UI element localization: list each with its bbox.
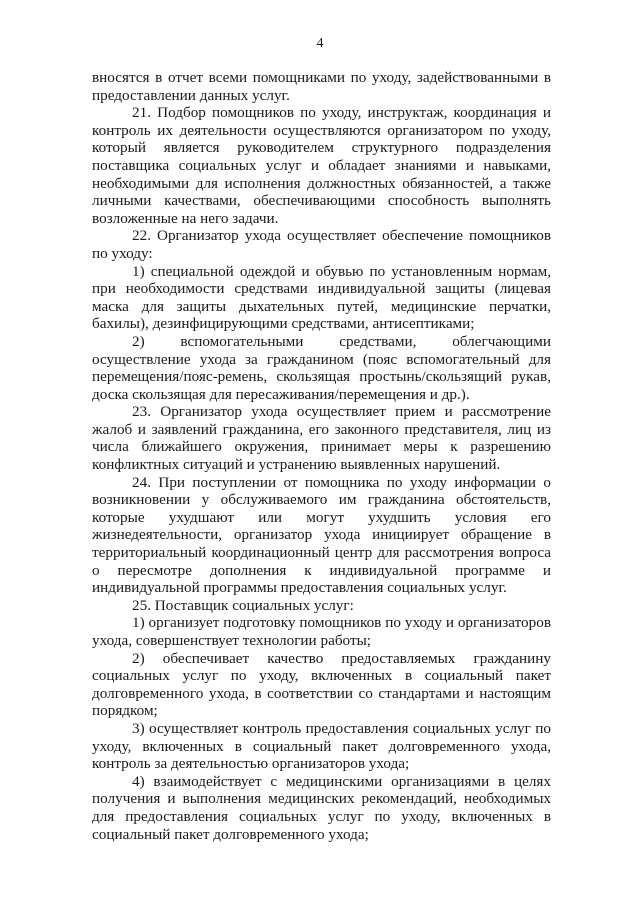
document-body [92,69,551,843]
paragraph-22: 22. Организатор ухода осуществляет обеспечение помощников по уходу: [92,227,551,262]
paragraph-22-item-1: 1) специальной одеждой и обувью по установленным нормам, при необходимости средствами индивидуальной защиты (лицевая маска для защиты дыхательных путей, медицинские перчатки, бахилы), дезинфицирующими средствами, антисептиками; [92,262,551,333]
paragraph-24: 24. При поступлении от помощника по уходу информации о возникновении у обслуживаемого им гражданина обстоятельств, которые ухудшают или могут ухудшить условия его жизнедеятельности, организатор ухода инициирует обращение в территориальный координационный центр для рассмотрения вопроса о пересмотре дополнения к индивидуальной программе и индивидуальной программы предоставления социальных услуг. [92,473,551,597]
paragraph-21: 21. Подбор помощников по уходу, инструктаж, координация и контроль их деятельности осуществляются организатором по уходу, который является руководителем структурного подразделения поставщика социальных услуг и обладает знаниями и навыками, необходимыми для исполнения должностных обязанностей, а также личными качествами, обеспечивающими способность выполнять возложенные на него задачи. [92,104,551,227]
paragraph-25-item-1: 1) организует подготовку помощников по уходу и организаторов ухода, совершенствует технологии работы; [92,614,551,649]
paragraph-continuation: вносятся в отчет всеми помощниками по уходу, задействованными в предоставлении данных услуг. [92,69,551,104]
paragraph-25-item-4: 4) взаимодействует с медицинскими организациями в целях получения и выполнения медицинских рекомендаций, необходимых для предоставления социальных услуг по уходу, включенных в социальный пакет долговременного ухода; [92,772,551,843]
paragraph-25: 25. Поставщик социальных услуг: [132,596,354,614]
page-number: 4 [316,36,324,51]
paragraph-25-item-2: 2) обеспечивает качество предоставляемых гражданину социальных услуг по уходу, включенных в социальный пакет долговременного ухода, в соответствии со стандартами и настоящим порядком; [92,649,551,720]
paragraph-23: 23. Организатор ухода осуществляет прием и рассмотрение жалоб и заявлений гражданина, его законного представителя, лиц из числа ближайшего окружения, принимает меры к разрешению конфликтных ситуаций и устранению выявленных нарушений. [92,403,551,474]
paragraph-25-item-3: 3) осуществляет контроль предоставления социальных услуг по уходу, включенных в социальный пакет долговременного ухода, контроль за деятельностью организаторов ухода; [92,719,551,773]
paragraph-22-item-2: 2) вспомогательными средствами, облегчающими осуществление ухода за гражданином (пояс вспомогательный для перемещения/пояс-ремень, скользящая простынь/скользящий рукав, доска скользящая для пересаживания/перемещения и др.). [92,332,551,403]
